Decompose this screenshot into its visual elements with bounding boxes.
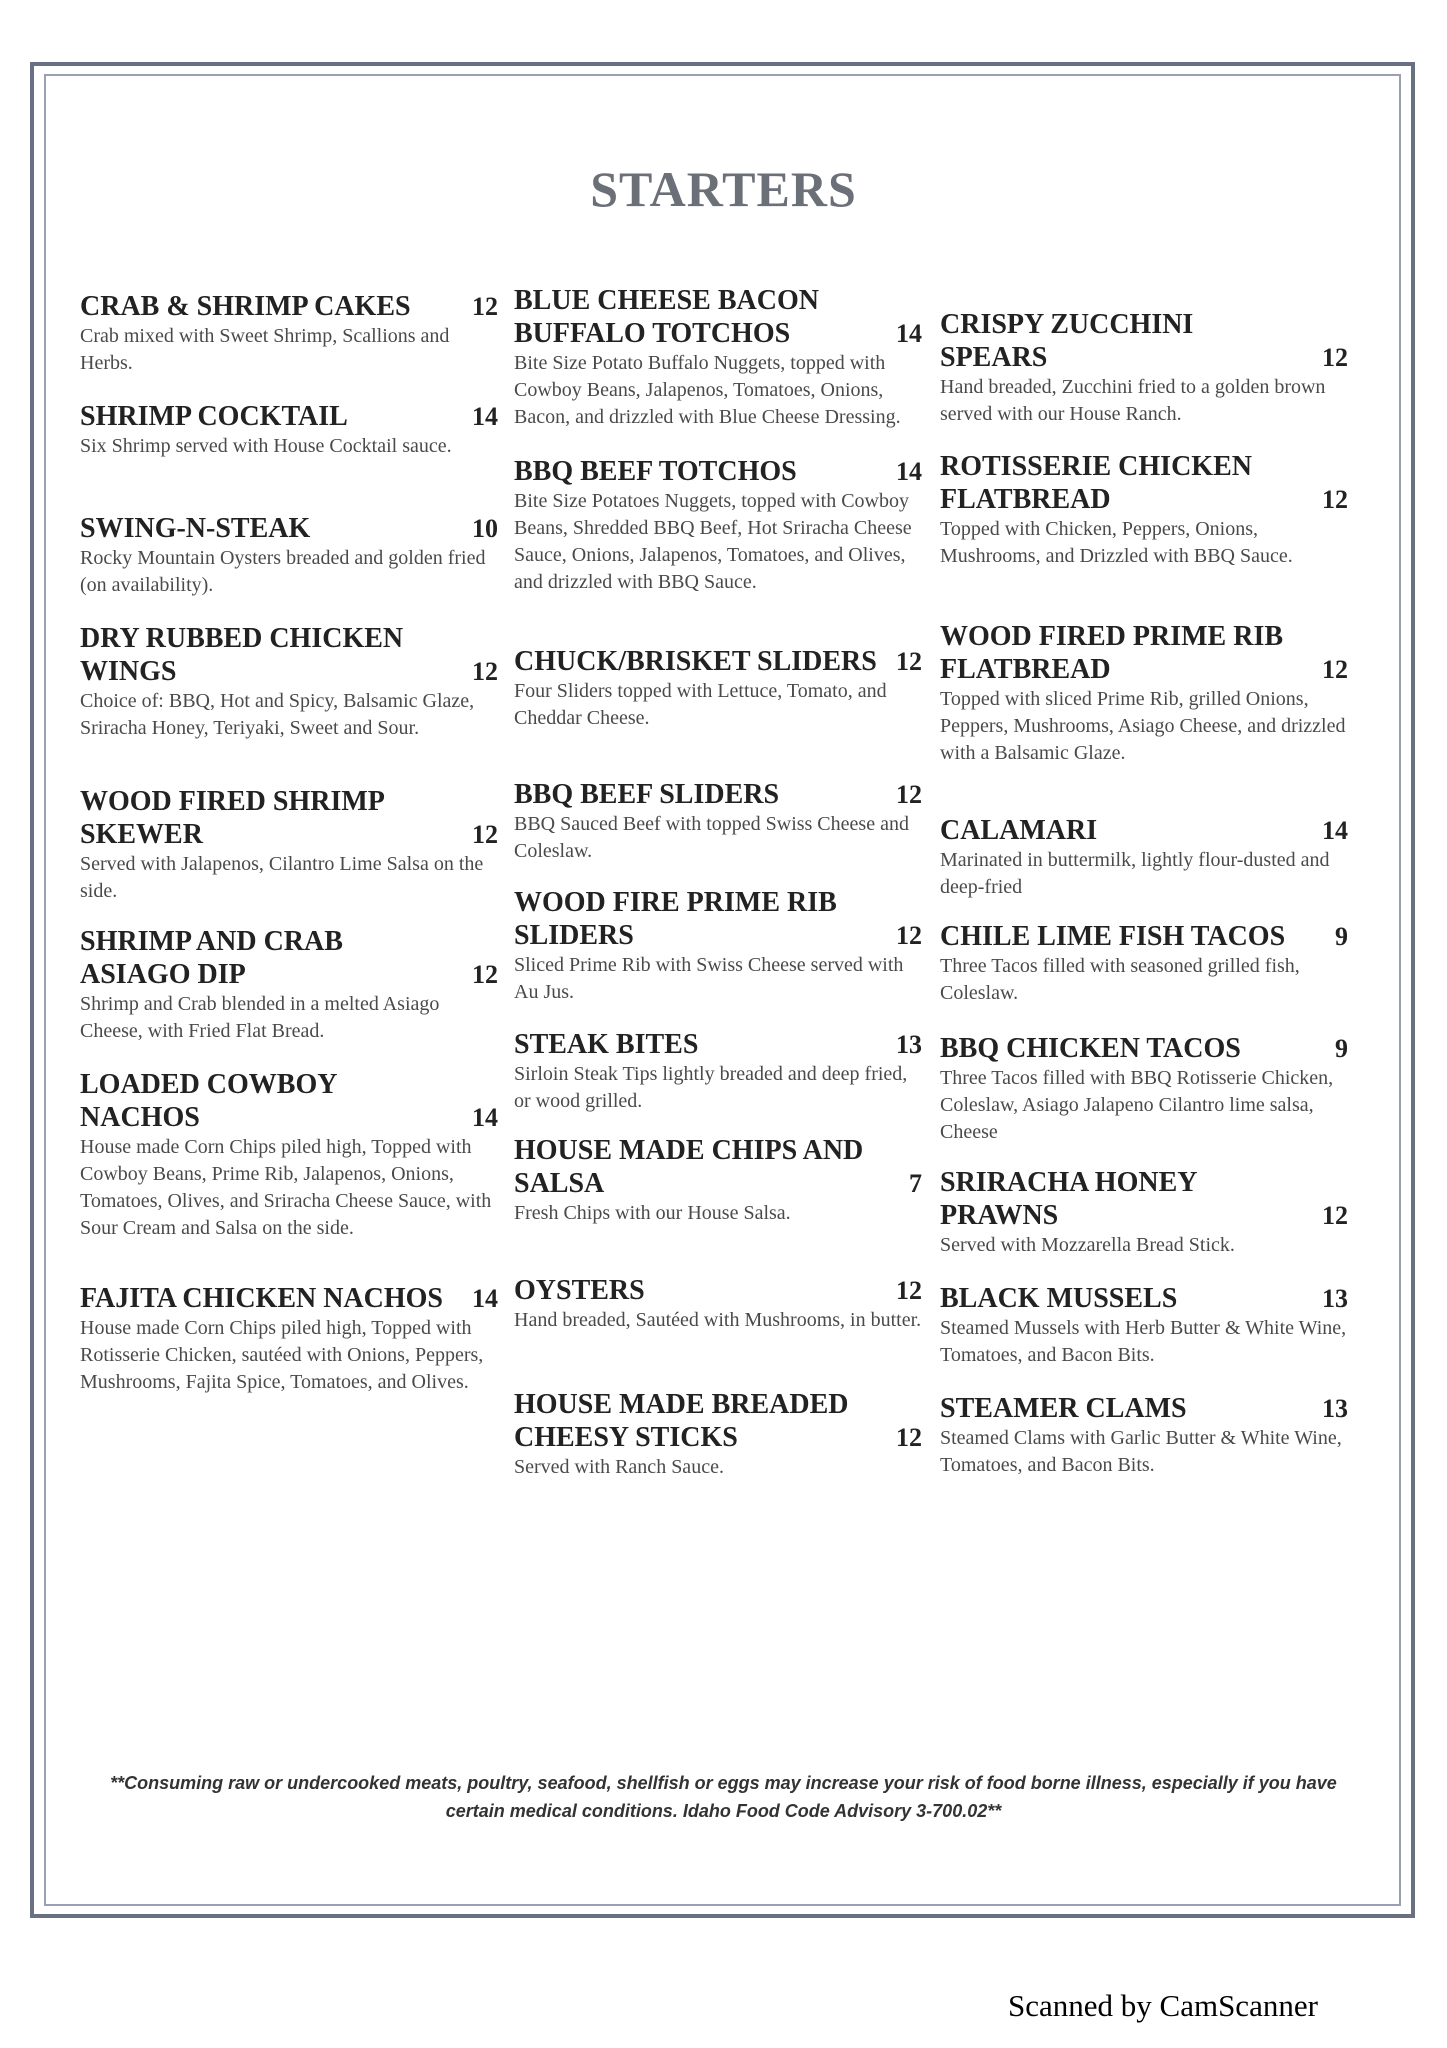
menu-item-header: [80, 785, 498, 851]
menu-item-price: 13: [1322, 1284, 1348, 1313]
menu-item-name: WOOD FIRE PRIME RIB SLIDERS: [514, 887, 837, 951]
menu-item-price: 12: [896, 1276, 922, 1305]
menu-item-description: Three Tacos filled with BBQ Rotisserie Chicken, Coleslaw, Asiago Jalapeno Cilantro lime salsa, Cheese: [940, 1067, 1334, 1143]
menu-item: [940, 620, 1348, 767]
menu-item-price: 9: [1335, 922, 1348, 951]
menu-item-name: STEAMER CLAMS: [940, 1393, 1187, 1424]
menu-item-header: [514, 1028, 922, 1061]
menu-item-price: 12: [1322, 343, 1348, 372]
menu-item: [80, 1282, 498, 1396]
menu-item-header: [514, 284, 922, 350]
menu-item: [80, 400, 498, 460]
menu-item: [514, 1028, 922, 1115]
menu-item-name: CHUCK/BRISKET SLIDERS: [514, 646, 877, 677]
menu-item-name: SRIRACHA HONEY PRAWNS: [940, 1167, 1197, 1231]
menu-item-price: 14: [896, 319, 922, 348]
menu-item-header: [940, 1392, 1348, 1425]
menu-item-price: 12: [472, 960, 498, 989]
menu-item-description: Steamed Clams with Garlic Butter & White Wine, Tomatoes, and Bacon Bits.: [940, 1427, 1342, 1476]
menu-item: [514, 1274, 922, 1334]
section-title: STARTERS: [590, 161, 857, 217]
menu-item-name: FAJITA CHICKEN NACHOS: [80, 1283, 444, 1314]
menu-item-header: [514, 1274, 922, 1307]
menu-item-description: Hand breaded, Sautéed with Mushrooms, in butter.: [514, 1309, 922, 1331]
menu-item-price: 12: [1322, 1201, 1348, 1230]
menu-item-price: 12: [896, 921, 922, 950]
menu-item-description: Sliced Prime Rib with Swiss Cheese served with Au Jus.: [514, 954, 904, 1003]
menu-item-description: Six Shrimp served with House Cocktail sauce.: [80, 435, 452, 457]
menu-item-price: 14: [472, 402, 498, 431]
menu-item-header: [514, 1388, 922, 1454]
menu-item-price: 12: [896, 647, 922, 676]
menu-item-name: DRY RUBBED CHICKEN WINGS: [80, 623, 404, 687]
menu-item: [80, 290, 498, 377]
menu-item-header: [80, 400, 498, 433]
menu-item: [940, 920, 1348, 1007]
menu-item-header: [940, 814, 1348, 847]
menu-item-name: CALAMARI: [940, 815, 1098, 846]
menu-item-header: [514, 455, 922, 488]
menu-item-description: Rocky Mountain Oysters breaded and golden fried (on availability).: [80, 547, 486, 596]
menu-item: [940, 450, 1348, 570]
menu-item-price: 13: [1322, 1394, 1348, 1423]
menu-item-header: [940, 1282, 1348, 1315]
menu-item: [80, 785, 498, 905]
menu-item-name: SWING-N-STEAK: [80, 513, 311, 544]
menu-item-description: Steamed Mussels with Herb Butter & White Wine, Tomatoes, and Bacon Bits.: [940, 1317, 1347, 1366]
menu-item-header: [940, 920, 1348, 953]
menu-item-name: WOOD FIRED PRIME RIB FLATBREAD: [940, 621, 1284, 685]
menu-item-name: STEAK BITES: [514, 1029, 699, 1060]
menu-item-header: [80, 512, 498, 545]
menu-item-name: BLACK MUSSELS: [940, 1283, 1178, 1314]
menu-item: [940, 308, 1348, 428]
menu-item-header: [514, 886, 922, 952]
menu-item-name: ROTISSERIE CHICKEN FLATBREAD: [940, 451, 1252, 515]
menu-item-description: Fresh Chips with our House Salsa.: [514, 1202, 791, 1224]
menu-item-header: [940, 1032, 1348, 1065]
menu-item: [80, 622, 498, 742]
menu-item-header: [940, 308, 1348, 374]
menu-item-header: [940, 450, 1348, 516]
menu-item-header: [514, 1134, 922, 1200]
scanner-watermark: Scanned by CamScanner: [1008, 1988, 1318, 2023]
food-code-advisory: **Consuming raw or undercooked meats, poultry, seafood, shellfish or eggs may increase your risk of food borne illness, especially if you have certain medical conditions. Idaho Food Code Advisory 3-700.02**: [110, 1773, 1337, 1821]
menu-item-description: Served with Mozzarella Bread Stick.: [940, 1234, 1235, 1256]
menu-item-price: 12: [896, 780, 922, 809]
menu-item-description: House made Corn Chips piled high, Topped with Rotisserie Chicken, sautéed with Onions, Peppers, Mushrooms, Fajita Spice, Tomatoes, and Olives.: [80, 1317, 484, 1393]
menu-item-name: HOUSE MADE CHIPS AND SALSA: [514, 1135, 864, 1199]
menu-item-description: Crab mixed with Sweet Shrimp, Scallions and Herbs.: [80, 325, 450, 374]
menu-item-header: [514, 778, 922, 811]
menu-item-description: Served with Jalapenos, Cilantro Lime Salsa on the side.: [80, 853, 484, 902]
menu-item: [940, 814, 1348, 901]
menu-item-description: Three Tacos filled with seasoned grilled fish, Coleslaw.: [940, 955, 1300, 1004]
menu-item: [80, 925, 498, 1045]
menu-item-description: Topped with Chicken, Peppers, Onions, Mushrooms, and Drizzled with BBQ Sauce.: [940, 518, 1293, 567]
menu-item: [80, 512, 498, 599]
menu-item-description: House made Corn Chips piled high, Topped with Cowboy Beans, Prime Rib, Jalapenos, Onions, Tomatoes, Olives, and Sriracha Cheese Sauce, with Sour Cream and Salsa on the side.: [80, 1136, 492, 1239]
menu-item-name: HOUSE MADE BREADED CHEESY STICKS: [514, 1389, 849, 1453]
menu-item-price: 13: [896, 1030, 922, 1059]
menu-item-name: SHRIMP COCKTAIL: [80, 401, 348, 432]
menu-item-price: 14: [896, 457, 922, 486]
menu-item-price: 14: [472, 1284, 498, 1313]
menu-item-price: 12: [1322, 655, 1348, 684]
menu-item-description: Bite Size Potato Buffalo Nuggets, topped with Cowboy Beans, Jalapenos, Tomatoes, Onions, Bacon, and drizzled with Blue Cheese Dressing.: [514, 352, 901, 428]
menu-item-header: [940, 620, 1348, 686]
menu-item-description: Choice of: BBQ, Hot and Spicy, Balsamic Glaze, Sriracha Honey, Teriyaki, Sweet and Sour.: [80, 690, 475, 739]
menu-item-header: [80, 290, 498, 323]
menu-item-name: BBQ CHICKEN TACOS: [940, 1033, 1241, 1064]
menu-item: [514, 284, 922, 431]
menu-item-description: BBQ Sauced Beef with topped Swiss Cheese and Coleslaw.: [514, 813, 909, 862]
menu-item-price: 7: [909, 1169, 922, 1198]
menu-item-header: [80, 1068, 498, 1134]
menu-item-description: Sirloin Steak Tips lightly breaded and deep fried, or wood grilled.: [514, 1063, 908, 1112]
menu-item: [940, 1282, 1348, 1369]
menu-item-header: [514, 645, 922, 678]
menu-item-price: 14: [472, 1103, 498, 1132]
menu-item-name: WOOD FIRED SHRIMP SKEWER: [80, 786, 384, 850]
menu-item-description: Hand breaded, Zucchini fried to a golden brown served with our House Ranch.: [940, 376, 1326, 425]
menu-item-price: 9: [1335, 1034, 1348, 1063]
menu-item-name: OYSTERS: [514, 1275, 645, 1306]
menu-item-description: Four Sliders topped with Lettuce, Tomato, and Cheddar Cheese.: [514, 680, 887, 729]
menu-item-name: CRISPY ZUCCHINI SPEARS: [940, 309, 1194, 373]
menu-item-name: SHRIMP AND CRAB ASIAGO DIP: [80, 926, 343, 990]
menu-item-price: 12: [472, 292, 498, 321]
menu-item-name: BLUE CHEESE BACON BUFFALO TOTCHOS: [514, 285, 819, 349]
menu-item-description: Served with Ranch Sauce.: [514, 1456, 724, 1478]
menu-item-description: Shrimp and Crab blended in a melted Asiago Cheese, with Fried Flat Bread.: [80, 993, 440, 1042]
menu-item: [514, 645, 922, 732]
menu-item: [514, 455, 922, 596]
menu-item-price: 12: [472, 657, 498, 686]
menu-item-price: 12: [472, 820, 498, 849]
menu-item-description: Topped with sliced Prime Rib, grilled Onions, Peppers, Mushrooms, Asiago Cheese, and drizzled with a Balsamic Glaze.: [940, 688, 1346, 764]
menu-item-price: 12: [1322, 485, 1348, 514]
menu-item-name: BBQ BEEF SLIDERS: [514, 779, 780, 810]
menu-item: [514, 886, 922, 1006]
menu-item-price: 12: [896, 1423, 922, 1452]
menu-item: [514, 778, 922, 865]
menu-item-price: 10: [472, 514, 498, 543]
menu-item-description: Marinated in buttermilk, lightly flour-dusted and deep-fried: [940, 849, 1330, 898]
menu-item-header: [80, 622, 498, 688]
menu-item: [940, 1032, 1348, 1146]
menu-item-name: BBQ BEEF TOTCHOS: [514, 456, 797, 487]
menu-item: [514, 1134, 922, 1227]
menu-item-header: [80, 925, 498, 991]
menu-item-header: [940, 1166, 1348, 1232]
menu-item-price: 14: [1322, 816, 1348, 845]
menu-item-name: CRAB & SHRIMP CAKES: [80, 291, 411, 322]
menu-item: [940, 1166, 1348, 1259]
menu-item: [80, 1068, 498, 1242]
menu-item-name: CHILE LIME FISH TACOS: [940, 921, 1286, 952]
menu-item: [514, 1388, 922, 1481]
menu-item-description: Bite Size Potatoes Nuggets, topped with Cowboy Beans, Shredded BBQ Beef, Hot Sriracha Cheese Sauce, Onions, Jalapenos, Tomatoes, and Olives, and drizzled with BBQ Sauce.: [514, 490, 912, 593]
menu-item: [940, 1392, 1348, 1479]
menu-item-header: [80, 1282, 498, 1315]
menu-item-name: LOADED COWBOY NACHOS: [80, 1069, 337, 1133]
